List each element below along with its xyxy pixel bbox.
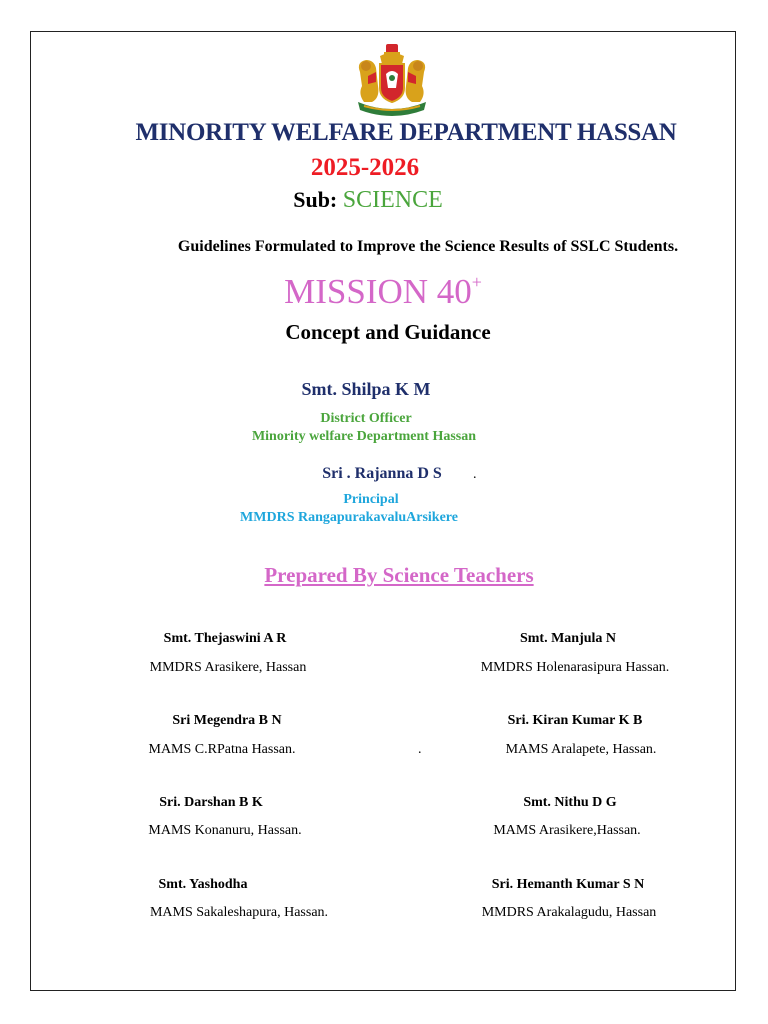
officer1-name: Smt. Shilpa K M [301,379,431,399]
teacher-school: MAMS Arasikere,Hassan. [493,823,641,838]
teacher-name: Sri. Kiran Kumar K B [507,713,643,728]
mission-superscript: + [471,272,482,292]
teacher-name: Smt. Yashodha [158,877,248,892]
teacher-name: Smt. Manjula N [519,631,617,646]
teacher-school: MAMS Aralapete, Hassan. [505,742,657,757]
stray-dot: . [418,742,422,757]
officer2-name: Sri . Rajanna D S [322,465,442,482]
teacher-school: MAMS Sakaleshapura, Hassan. [149,905,329,920]
officer2-title: Principal [343,492,399,507]
officer1-title: District Officer [320,411,412,426]
guideline-text: Guidelines Formulated to Improve the Science Results of SSLC Students. [177,238,679,255]
teacher-name: Sri. Hemanth Kumar S N [491,877,645,892]
teacher-name: Smt. Nithu D G [523,795,617,810]
mission-title [284,272,482,312]
teacher-school: MAMS C.RPatna Hassan. [148,742,296,757]
officer1-org: Minority welfare Department Hassan [251,429,477,444]
mission-text: MISSION 40 [284,272,472,311]
prepared-heading: Prepared By Science Teachers [264,563,534,587]
subject-line [293,187,443,214]
subject-label: Sub: [293,187,338,212]
teacher-name: Smt. Thejaswini A R [163,631,287,646]
teacher-school: MMDRS Holenarasipura Hassan. [480,660,670,675]
teacher-school: MMDRS Arasikere, Hassan [149,660,307,675]
subject-value: SCIENCE [342,187,443,213]
department-title: MINORITY WELFARE DEPARTMENT HASSAN [135,119,677,146]
academic-year: 2025-2026 [310,154,420,181]
teacher-school: MMDRS Arakalagudu, Hassan [481,905,657,920]
teacher-name: Sri Megendra B N [172,713,282,728]
karnataka-emblem-icon [350,42,434,120]
officer2-stray-dot: . [473,467,477,482]
officer2-org: MMDRS RangapurakavaluArsikere [240,510,458,525]
teacher-school: MAMS Konanuru, Hassan. [148,823,302,838]
concept-heading: Concept and Guidance [285,320,491,344]
teacher-name: Sri. Darshan B K [159,795,263,810]
